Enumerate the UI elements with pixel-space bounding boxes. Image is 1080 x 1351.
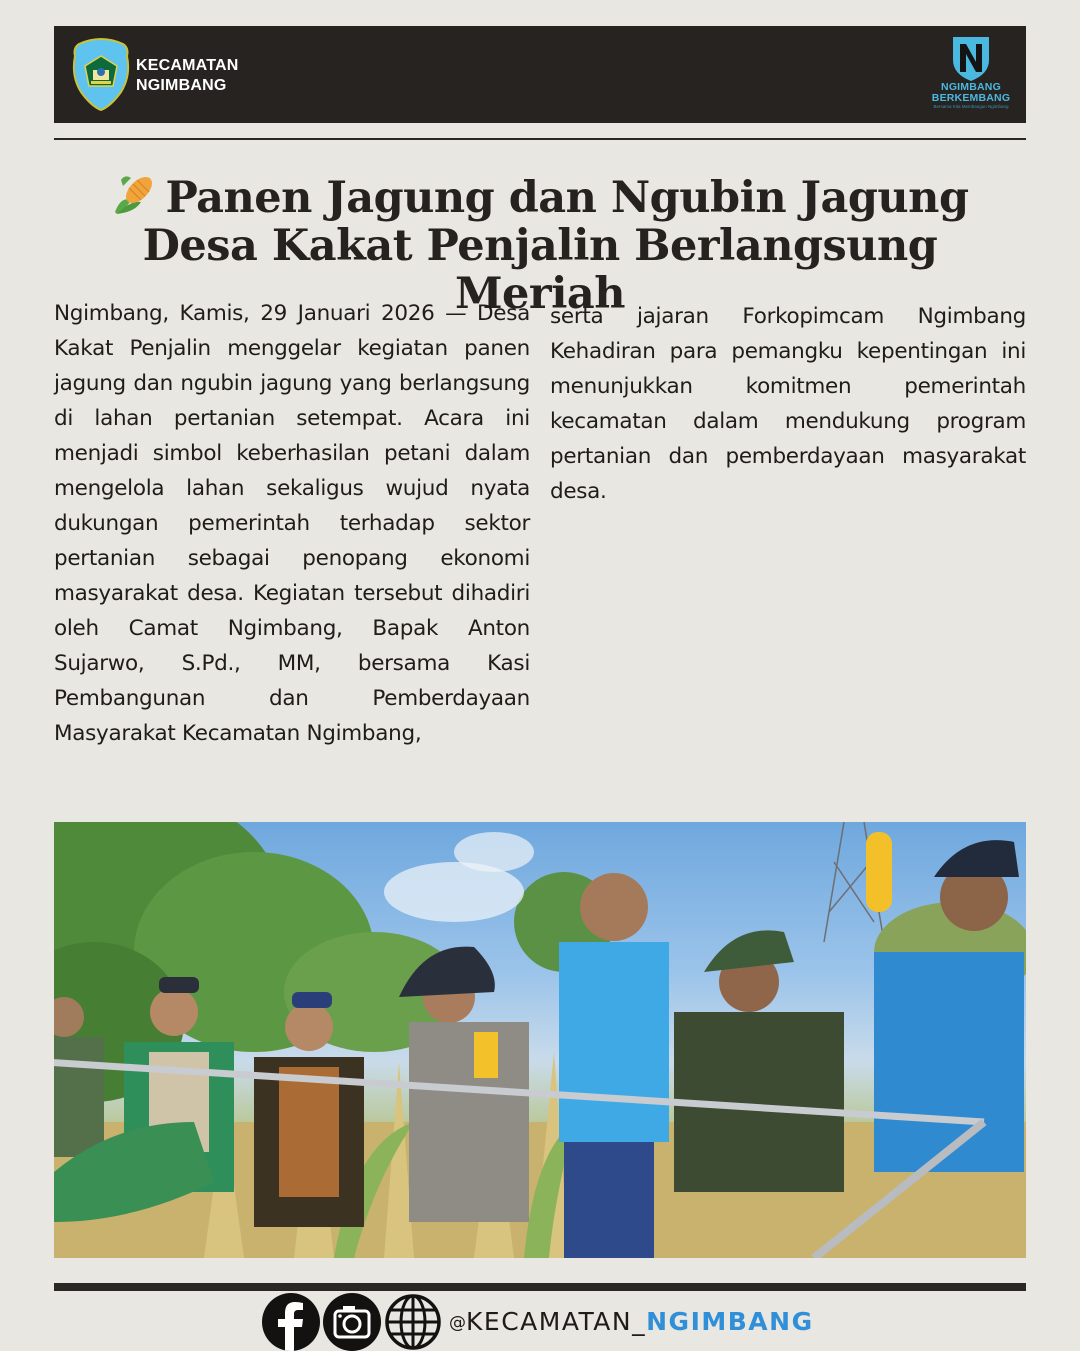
headline-line-2: Desa Kakat Penjalin Berlangsung Meriah [142, 221, 938, 319]
ngimbang-berkembang-logo [926, 34, 1016, 118]
district-name [136, 56, 239, 96]
logo-line-1: NGIMBANG [941, 81, 1001, 93]
instagram-camera-icon[interactable] [323, 1293, 381, 1351]
brand-line-2: NGIMBANG [136, 77, 227, 94]
ngimbang-berkembang-shield-icon [950, 34, 992, 82]
event-photo [54, 822, 1026, 1258]
divider [54, 138, 1026, 140]
brand-line-1: KECAMATAN [136, 57, 239, 74]
article-column-left [54, 296, 530, 751]
social-handle[interactable] [449, 1307, 814, 1336]
handle-accent: NGIMBANG [646, 1307, 814, 1336]
social-links [262, 1293, 814, 1350]
globe-icon[interactable] [384, 1293, 442, 1351]
article-text-left: Ngimbang, Kamis, 29 Januari 2026 — Desa Kakat Penjalin menggelar kegiatan panen jagung dan ngubin jagung yang berlangsung di lahan pertanian setempat. Acara ini menjadi simbol keberhasilan petani dalam mengelola lahan sekaligus wujud nyata dukungan pemerintah terhadap sektor pertanian sebagai penopang ekonomi masyarakat desa. Kegiatan tersebut dihadiri oleh Camat Ngimbang, Bapak Anton Sujarwo, S.Pd., MM, bersama Kasi Pembangunan dan Pemberdayaan Masyarakat Kecamatan Ngimbang, [54, 301, 530, 746]
headline-line-1: Panen Jagung dan Ngubin Jagung [165, 173, 969, 223]
handle-at-symbol: @ [449, 1313, 466, 1333]
district-emblem-icon [71, 36, 131, 111]
article-text-right: serta jajaran Forkopimcam Ngimbang Kehadiran para pemangku kepentingan ini menunjukkan komitmen pemerintah kecamatan dalam mendukung program pertanian dan pemberdayaan masyarakat desa. [550, 304, 1026, 504]
header-banner [54, 26, 1026, 123]
logo-tagline: Bersama Kita Membangun Ngimbang [933, 104, 1009, 109]
footer-divider [54, 1283, 1026, 1291]
handle-main: KECAMATAN_ [466, 1307, 647, 1336]
logo-line-2: BERKEMBANG [931, 92, 1011, 104]
facebook-icon[interactable] [262, 1293, 320, 1351]
article-column-right [550, 299, 1026, 509]
corn-icon [111, 172, 157, 216]
